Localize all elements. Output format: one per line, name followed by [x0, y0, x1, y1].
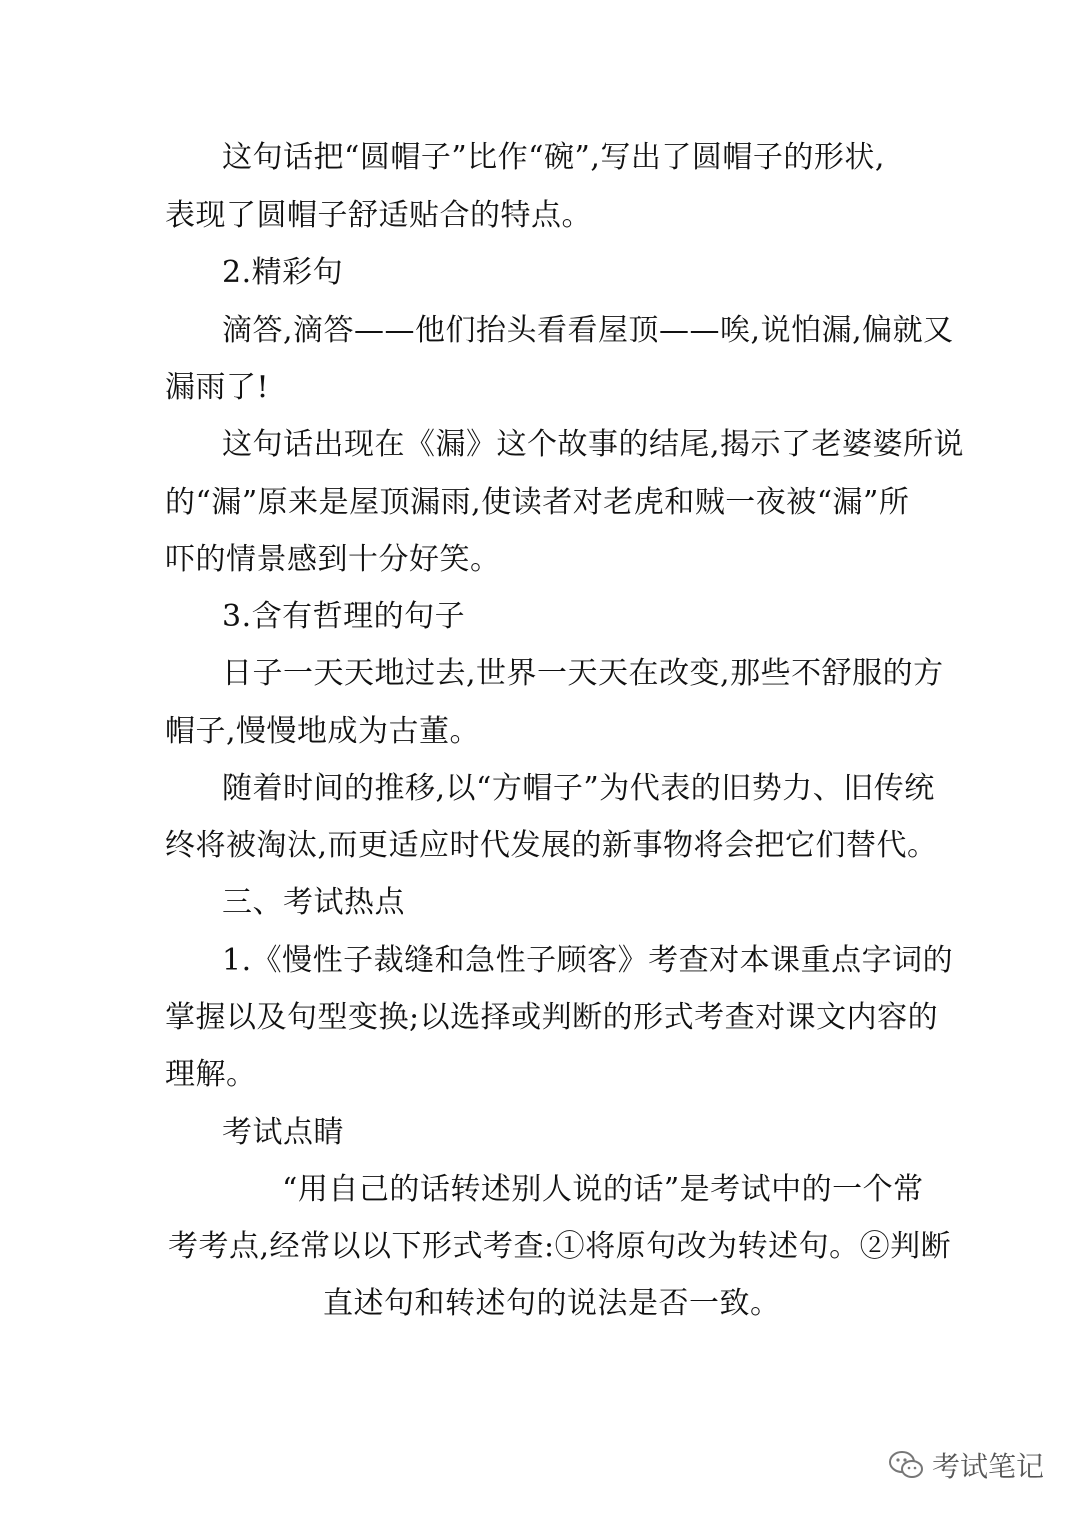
- section-heading: 三、考试热点: [222, 885, 405, 920]
- paragraph-line: 的“漏”原来是屋顶漏雨,使读者对老虎和贼一夜被“漏”所: [165, 485, 910, 520]
- quote-line: 帽子,慢慢地成为古董。: [165, 714, 481, 749]
- paragraph-line: 理解。: [165, 1057, 257, 1092]
- quote-line: 日子一天天地过去,世界一天天在改变,那些不舒服的方: [222, 656, 944, 691]
- paragraph-line: 1.《慢性子裁缝和急性子顾客》考查对本课重点字词的: [222, 943, 954, 978]
- paragraph-line: 考考点,经常以以下形式考查:①将原句改为转述句。②判断: [168, 1229, 952, 1264]
- watermark: [888, 1445, 1044, 1485]
- paragraph-line: 这句话出现在《漏》这个故事的结尾,揭示了老婆婆所说: [222, 427, 965, 462]
- paragraph-line: 随着时间的推移,以“方帽子”为代表的旧势力、旧传统: [222, 771, 935, 806]
- paragraph-line: 表现了圆帽子舒适贴合的特点。: [165, 198, 592, 233]
- quote-line: 漏雨了!: [165, 370, 270, 405]
- paragraph-line: 这句话把“圆帽子”比作“碗”,写出了圆帽子的形状,: [222, 140, 885, 175]
- paragraph-line: 终将被淘汰,而更适应时代发展的新事物将会把它们替代。: [165, 828, 938, 863]
- wechat-icon: [888, 1450, 924, 1480]
- section-heading: 考试点睛: [222, 1115, 344, 1150]
- quote-line: 滴答,滴答——他们抬头看看屋顶——唉,说怕漏,偏就又: [222, 313, 954, 348]
- paragraph-line: 吓的情景感到十分好笑。: [165, 542, 501, 577]
- section-heading: 2.精彩句: [222, 255, 344, 290]
- paragraph-line: 掌握以及句型变换;以选择或判断的形式考查对课文内容的: [165, 1000, 939, 1035]
- paragraph-line: “用自己的话转述别人说的话”是考试中的一个常: [282, 1172, 924, 1207]
- watermark-text: 考试笔记: [931, 1450, 1044, 1483]
- section-heading: 3.含有哲理的句子: [222, 599, 466, 634]
- paragraph-line: 直述句和转述句的说法是否一致。: [323, 1286, 781, 1321]
